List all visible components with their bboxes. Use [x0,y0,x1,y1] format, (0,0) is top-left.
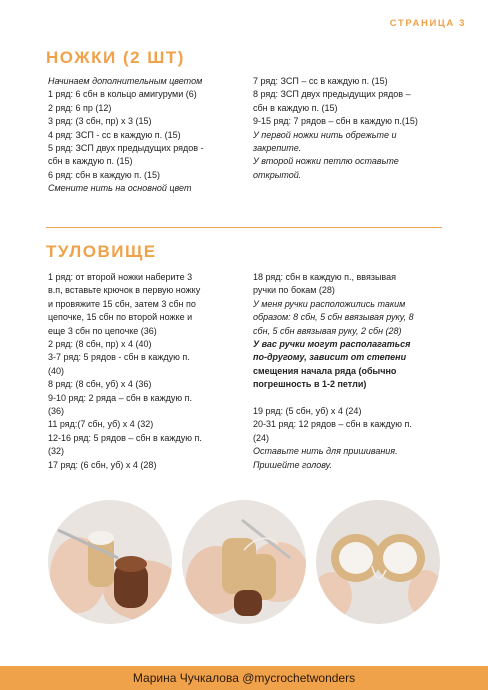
text-line: сбн, 5 сбн ввязывая руку, 2 сбн (28) [253,325,402,336]
text-line: 4 ряд: ЗСП - сс в каждую п. (15) [48,129,181,140]
text-line: Смените нить на основной цвет [48,183,192,194]
text-line: 2 ряд: 6 пр (12) [48,102,112,113]
legs-left-column [48,75,248,196]
text-line: открытой. [253,169,302,180]
section-title-body: ТУЛОВИЩЕ [46,242,157,261]
text-line: 3 ряд: (3 сбн, пр) х 3 (15) [48,116,152,127]
text-line: и провяжите 15 сбн, затем 3 сбн по [48,298,196,309]
text-line: 19 ряд: (5 сбн, уб) х 4 (24) [253,406,362,417]
text-line: сбн в каждую п. (15) [253,102,338,113]
text-line [253,392,453,405]
section-divider [46,227,442,228]
body-right-column [253,271,453,472]
text-line: 11 ряд:(7 сбн, уб) х 4 (32) [48,419,154,430]
text-line: 12-16 ряд: 5 рядов – сбн в каждую п. [48,432,202,443]
text-line: 3-7 ряд: 5 рядов - сбн в каждую п. [48,352,190,363]
text-line: 17 ряд: (6 сбн, уб) х 4 (28) [48,459,157,470]
section-title-legs: НОЖКИ (2 ШТ) [46,48,185,67]
text-line: (32) [48,446,65,457]
text-line: цепочке, 15 сбн по второй ножке и [48,312,193,323]
text-line: образом: 8 сбн, 5 сбн ввязывая руку, 8 [253,312,414,323]
legs-right-column [253,75,453,182]
text-line: 1 ряд: 6 сбн в кольцо амигуруми (6) [48,89,197,100]
text-line: 9-10 ряд: 2 ряда – сбн в каждую п. [48,392,193,403]
footer-author: Марина Чучкалова @mycrochetwonders [0,666,488,690]
text-line: еще 3 сбн по цепочке (36) [48,325,157,336]
text-line: 9-15 ряд: 7 рядов – сбн в каждую п.(15) [253,116,418,127]
photo-joining-legs [182,500,306,624]
text-line: Начинаем дополнительным цветом [48,76,203,86]
text-line: по-другому, зависит от степени [253,352,407,363]
text-line: Оставьте нить для пришивания. [253,446,398,457]
text-line: У вас ручки могут располагаться [253,339,411,350]
text-line: 2 ряд: (8 сбн, пр) х 4 (40) [48,339,152,350]
text-line: сбн в каждую п. (15) [48,156,133,167]
text-line: (40) [48,365,65,376]
text-line: У меня ручки расположились таким [253,298,406,309]
text-line: 8 ряд: (8 сбн, уб) х 4 (36) [48,379,152,390]
text-line: 18 ряд: сбн в каждую п., ввязывая [253,272,396,282]
page-label: СТРАНИЦА 3 [389,18,466,29]
text-line: в.п, вставьте крючок в первую ножку [48,285,201,296]
body-left-column [48,271,248,472]
text-line: (36) [48,406,65,417]
text-line: погрешность в 1-2 петли) [253,379,367,390]
text-line: У второй ножки петлю оставьте [253,156,399,167]
text-line: 5 ряд: ЗСП двух предыдущих рядов - [48,143,204,154]
text-line: Пришейте голову. [253,459,333,470]
text-line: 1 ряд: от второй ножки наберите 3 [48,272,193,282]
text-line: смещения начала ряда (обычно [253,365,397,376]
text-line: закрепите. [253,143,302,154]
text-line: У первой ножки нить обрежьте и [253,129,397,140]
text-line: (24) [253,432,270,443]
text-line: 20-31 ряд: 12 рядов – сбн в каждую п. [253,419,412,430]
text-line: 7 ряд: ЗСП – сс в каждую п. (15) [253,76,388,86]
photo-crochet-leg-hook [48,500,172,624]
text-line: 8 ряд: ЗСП двух предыдущих рядов – [253,89,411,100]
text-line: ручки по бокам (28) [253,285,335,296]
text-line: 6 ряд: сбн в каждую п. (15) [48,169,160,180]
photo-two-leg-tops [316,500,440,624]
